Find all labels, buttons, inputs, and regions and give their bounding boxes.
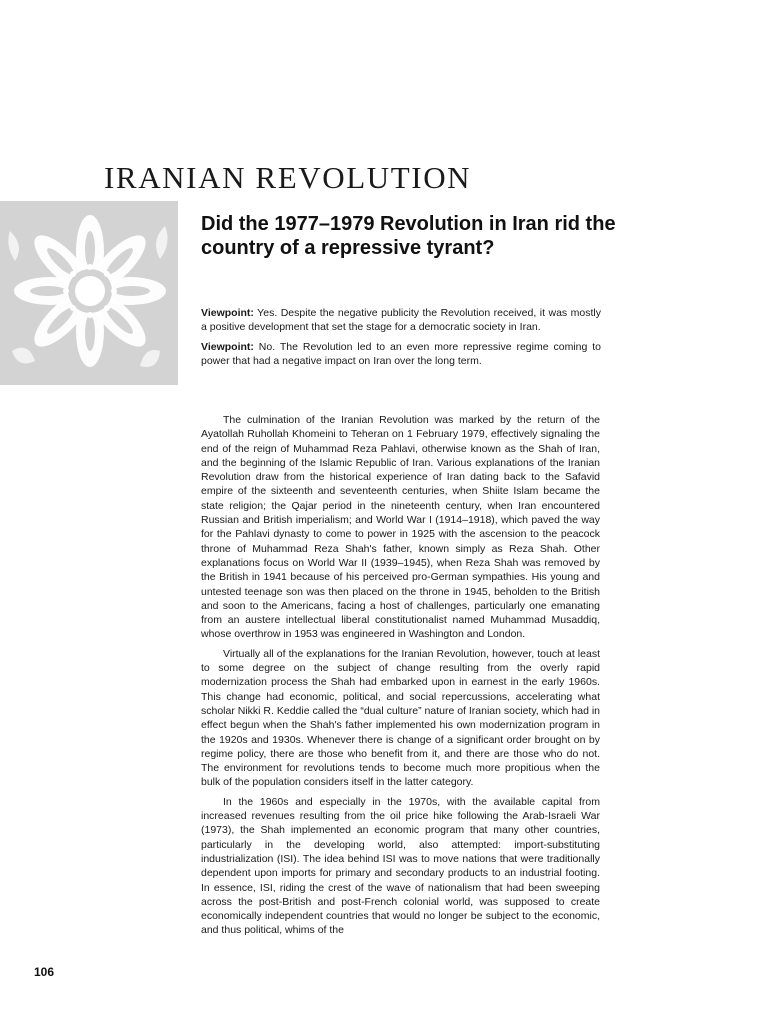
viewpoint-text: No. The Revolution led to an even more repressive regime coming to power that had a negative impact on Iran over the long term. [201,341,601,367]
page-number: 106 [34,965,55,979]
viewpoint-text: Yes. Despite the negative publicity the Revolution received, it was mostly a positive development that set the stage for a democratic society in Iran. [201,307,601,333]
viewpoint-yes [201,306,601,334]
decorative-panel [0,201,178,385]
question-heading: Did the 1977–1979 Revolution in Iran rid the country of a repressive tyrant? [201,213,616,259]
flower-ornament-icon [0,201,178,385]
viewpoint-label: Viewpoint: [201,307,254,319]
paragraph: The culmination of the Iranian Revolution was marked by the return of the Ayatollah Ruhollah Khomeini to Teheran on 1 February 1979, effectively signaling the end of the reign of Muhammad Reza Pahlavi, otherwise known as the Shah of Iran, and the beginning of the Islamic Republic of Iran. Various explanations of the Iranian Revolution draw from the historical experience of Iran dating back to the Safavid empire of the sixteenth and seventeenth centuries, when Shiite Islam became the state religion; the Qajar period in the nineteenth century, when Iran encountered Russian and British imperialism; and World War I (1914–1918), which paved the way for the Pahlavi dynasty to come to power in 1925 with the ascension to the peacock throne of Muhammad Reza Shah's father, known simply as Reza Shah. Other explanations focus on World War II (1939–1945), when Reza Shah was removed by the British in 1941 because of his perceived pro-German sympathies. His young and untested teenage son was then placed on the throne in 1945, beholden to the British and soon to the Americans, facing a host of challenges, particularly one emanating from an austere intellectual liberal constitutionalist named Muhammad Musaddiq, whose overthrow in 1953 was engineered in Washington and London. [201,414,600,641]
viewpoint-no [201,340,601,368]
paragraph: Virtually all of the explanations for the Iranian Revolution, however, touch at least to some degree on the subject of change resulting from the overly rapid modernization process the Shah had embarked upon in earnest in the early 1960s. This change had economic, political, and social repercussions, accelerating what scholar Nikki R. Keddie called the “dual culture” nature of Iranian society, which had in effect begun when the Shah's father implemented his own modernization program in the 1920s and 1930s. Whenever there is change of a significant order brought on by regime policy, there are those who benefit from it, and there are those who do not. The environment for revolutions tends to become much more propitious when the bulk of the population considers itself in the latter category. [201,647,601,789]
section-title: IRANIAN REVOLUTION [104,160,472,195]
viewpoints [201,306,601,374]
viewpoint-label: Viewpoint: [201,341,254,353]
paragraph: In the 1960s and especially in the 1970s, with the available capital from increased revenues resulting from the oil price hike following the Arab-Israeli War (1973), the Shah implemented an economic program that many other countries, particularly in the developing world, also attempted: import-substituting industrialization (ISI). The idea behind ISI was to move nations that were traditionally dependent upon imports for primary and secondary products to an industrial footing. In essence, ISI, riding the crest of the wave of nationalism that had been sweeping across the post-British and post-French colonial world, was supposed to create economically independent countries that would no longer be subject to the economic, and thus political, whims of the [201,795,600,937]
article-body [201,413,600,943]
